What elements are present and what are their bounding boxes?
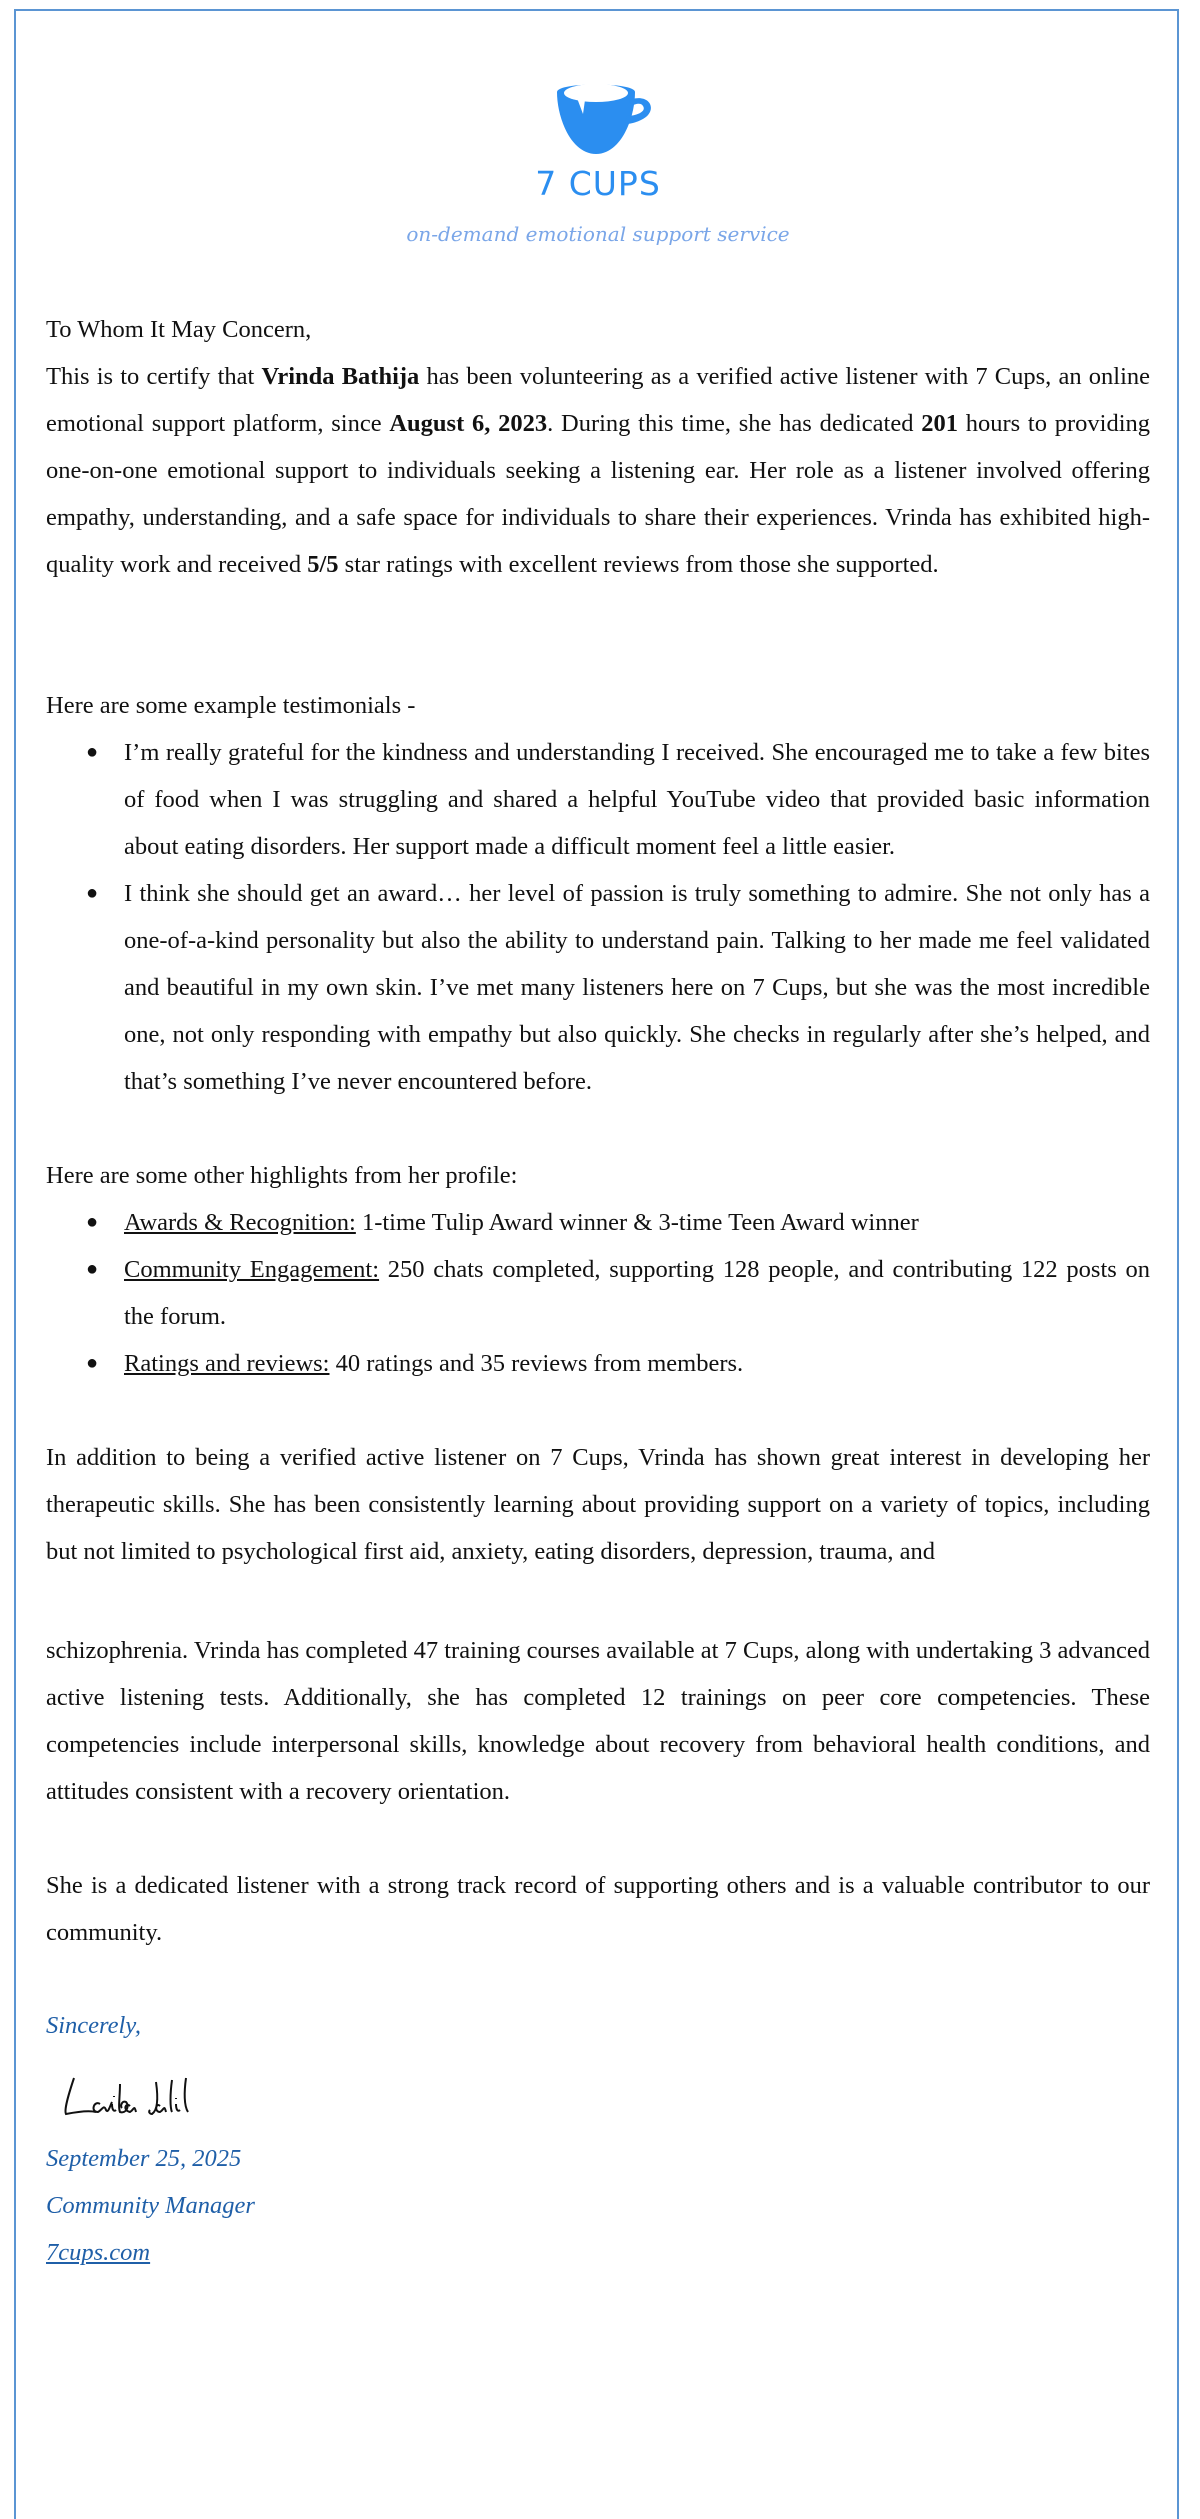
signature-image (56, 2066, 216, 2126)
training-paragraph-part1: In addition to being a verified active listener on 7 Cups, Vrinda has shown great interest in developing her therapeutic skills. She has been consistently learning about providing support on a variety of topics, including but not limited to psychological first aid, anxiety, eating disorders, depression, trauma, and (46, 1444, 1150, 1565)
testimonials-heading: Here are some example testimonials - (46, 692, 416, 719)
intro-paragraph (46, 353, 1150, 588)
brand-name: 7 CUPS (535, 164, 661, 203)
valediction: Sincerely, (46, 2012, 142, 2039)
highlight-text: 40 ratings and 35 reviews from members. (329, 1350, 744, 1377)
highlight-item (46, 1340, 1150, 1387)
hours-count: 201 (921, 410, 958, 437)
highlight-label: Community Engagement: (124, 1256, 380, 1283)
conclusion-paragraph: She is a dedicated listener with a strong track record of supporting others and is a valuable contributor to our community. (46, 1872, 1150, 1946)
bullet-icon: ● (86, 882, 99, 904)
highlight-label: Awards & Recognition: (124, 1209, 356, 1236)
testimonial-item (46, 729, 1150, 870)
highlight-text: 1-time Tulip Award winner & 3-time Teen Award winner (355, 1209, 919, 1236)
salutation: To Whom It May Concern, (46, 316, 312, 343)
intro-text: . During this time, she has dedicated (547, 410, 922, 437)
highlight-label: Ratings and reviews: (124, 1350, 330, 1377)
intro-text: has been volunteering as a verified active listener with 7 Cups, an online emotional support platform, since (46, 363, 1151, 437)
intro-text: hours to providing one-on-one emotional support to individuals seeking a listening ear. Her role as a listener involved offering empathy, understanding, and a safe space for individuals to share their experiences. Vrinda has exhibited high-quality work and received (46, 410, 1150, 578)
highlights-list (46, 1199, 1150, 1387)
highlight-text: 250 chats completed, supporting 128 people, and contributing 122 posts on the forum. (124, 1256, 1151, 1330)
testimonial-item (46, 870, 1150, 1105)
highlights-heading: Here are some other highlights from her profile: (46, 1162, 518, 1189)
bullet-icon: ● (86, 1352, 99, 1374)
signer-title: Community Manager (46, 2192, 255, 2219)
bullet-icon: ● (86, 1258, 99, 1280)
star-rating: 5/5 (307, 551, 339, 578)
testimonial-text: I’m really grateful for the kindness and understanding I received. She encouraged me to take a few bites of food when I was struggling and shared a helpful YouTube video that provided basic information about eating disorders. Her support made a difficult moment feel a little easier. (124, 739, 1150, 860)
bullet-icon: ● (86, 1211, 99, 1233)
bullet-icon: ● (86, 741, 99, 763)
volunteer-name: Vrinda Bathija (261, 363, 420, 390)
website-link[interactable]: 7cups.com (46, 2239, 151, 2266)
intro-text: This is to certify that (46, 363, 262, 390)
start-date: August 6, 2023 (389, 410, 548, 437)
testimonial-text: I think she should get an award… her level of passion is truly something to admire. She not only has a one-of-a-kind personality but also the ability to understand pain. Talking to her made me feel validated and beautiful in my own skin. I’ve met many listeners here on 7 Cups, but she was the most incredible one, not only responding with empathy but also quickly. She checks in regularly after she’s helped, and that’s something I’ve never encountered before. (124, 880, 1150, 1095)
brand-tagline: on-demand emotional support service (406, 222, 790, 246)
testimonials-list (46, 729, 1150, 1105)
letter-date: September 25, 2025 (46, 2145, 242, 2172)
highlight-item (46, 1199, 1150, 1246)
training-paragraph-part2: schizophrenia. Vrinda has completed 47 training courses available at 7 Cups, along with undertaking 3 advanced active listening tests. Additionally, she has completed 12 trainings on peer core competencies. These competencies include interpersonal skills, knowledge about recovery from behavioral health conditions, and attitudes consistent with a recovery orientation. (46, 1637, 1150, 1805)
intro-text: star ratings with excellent reviews from those she supported. (338, 551, 939, 578)
highlight-item (46, 1246, 1150, 1340)
teacup-speech-bubble-icon (551, 78, 661, 158)
